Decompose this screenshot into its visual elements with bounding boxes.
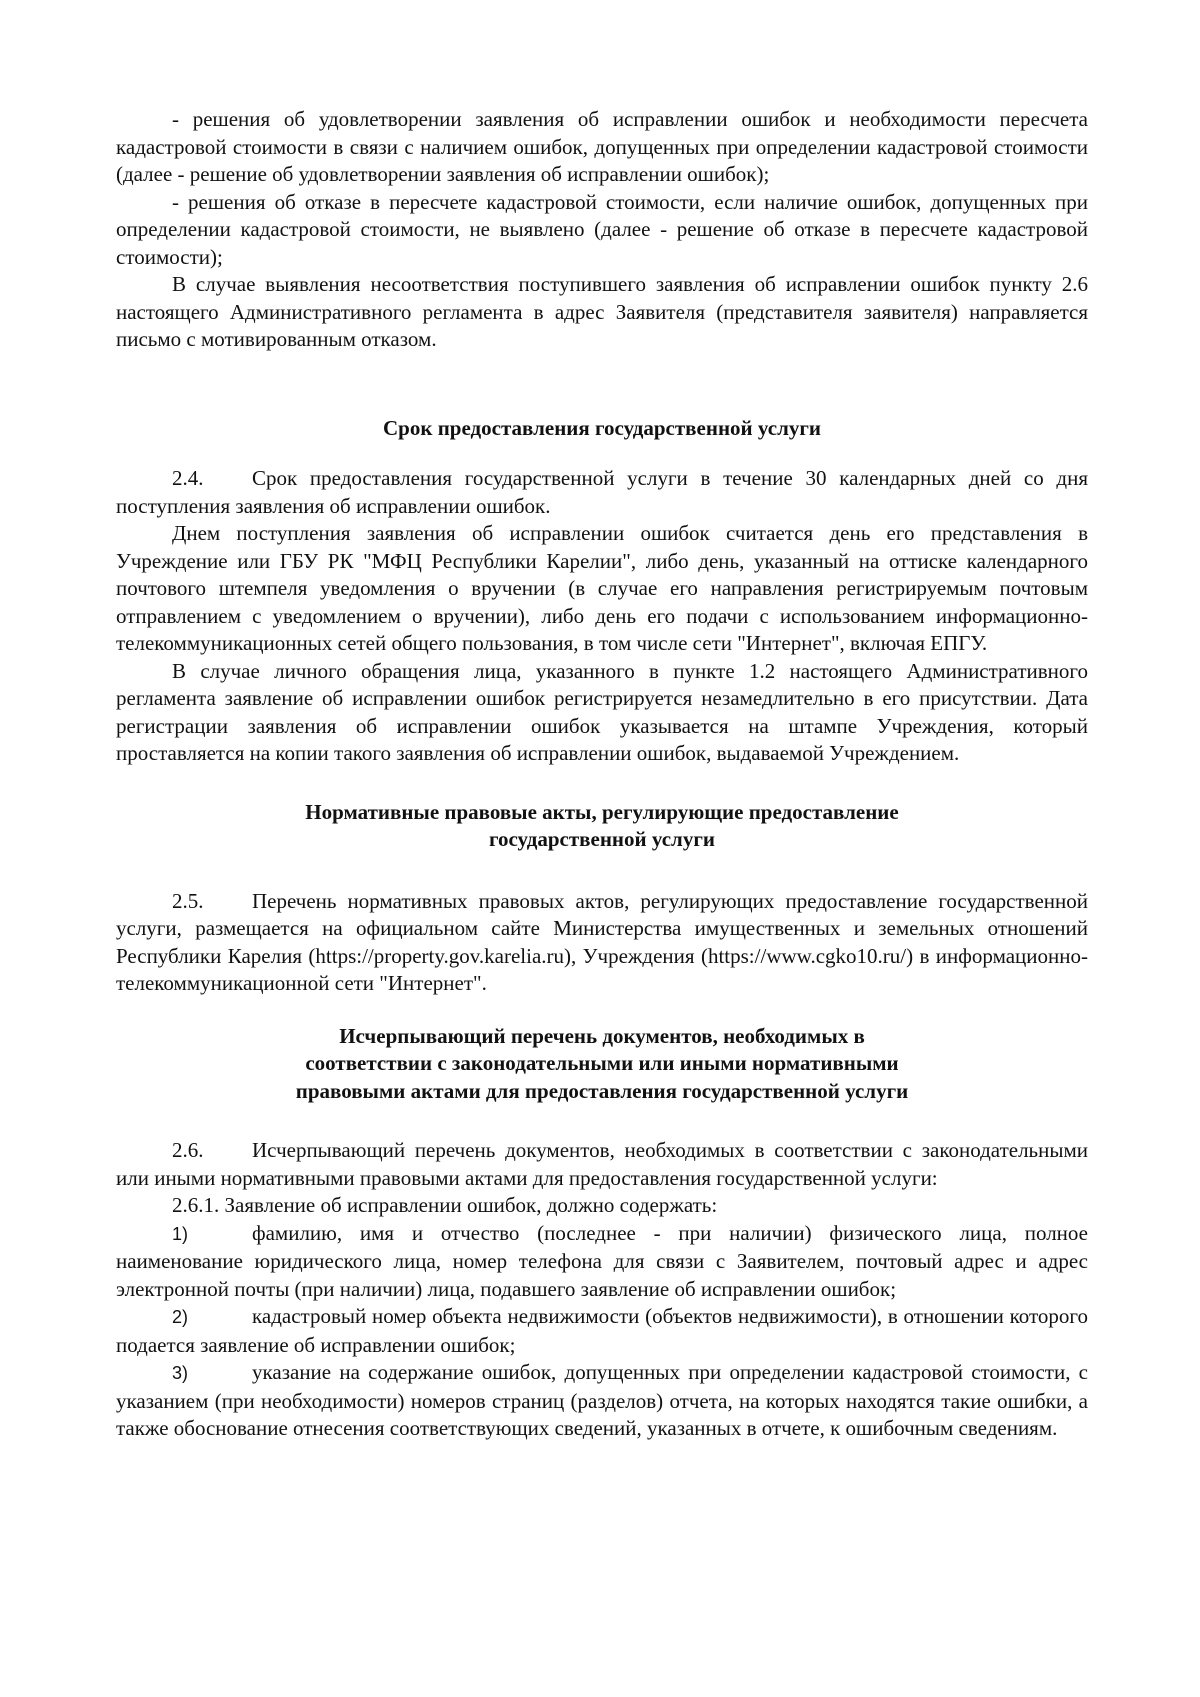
heading-line: соответствии с законодательными или иными нормативными <box>305 1051 899 1075</box>
paragraph-decision-satisfy: - решения об удовлетворении заявления об исправлении ошибок и необходимости пересчета кадастровой стоимости в связи с наличием ошибок, допущенных при определении кадастровой стоимости (далее - решение об удовлетворении заявления об исправлении ошибок); <box>116 107 1088 186</box>
list-item-text: фамилию, имя и отчество (последнее - при наличии) физического лица, полное наименование юридического лица, номер телефона для связи с Заявителем, почтовый адрес и адрес электронной почты (при наличии) лица, подавшего заявление об исправлении ошибок; <box>116 1220 1088 1301</box>
heading-documents-list <box>116 1023 1088 1106</box>
clause-number: 2.6. <box>172 1138 204 1162</box>
paragraph-text: Срок предоставления государственной услуги в течение 30 календарных дней со дня поступления заявления об исправлении ошибок. <box>116 466 1088 518</box>
heading-line: Исчерпывающий перечень документов, необходимых в <box>339 1023 865 1048</box>
heading-line: Нормативные правовые акты, регулирующие предоставление <box>305 799 899 824</box>
paragraph-decision-refuse: - решения об отказе в пересчете кадастровой стоимости, если наличие ошибок, допущенных при определении кадастровой стоимости, не выявлено (далее - решение об отказе в пересчете кадастровой стоимости); <box>116 189 1088 269</box>
heading-line: государственной услуги <box>489 827 715 851</box>
list-item <box>116 1359 1088 1443</box>
paragraph-text: Исчерпывающий перечень документов, необходимых в соответствии с законодательными или иными нормативными правовыми актами для предоставления государственной услуги: <box>116 1138 1088 1190</box>
list-item-number: 2) <box>172 1307 189 1327</box>
paragraph-2-4 <box>116 465 1088 520</box>
heading-service-term: Срок предоставления государственной услуги <box>383 415 821 440</box>
list-item <box>116 1303 1088 1359</box>
list-item-text: кадастровый номер объекта недвижимости (объектов недвижимости), в отношении которого подается заявление об исправлении ошибок; <box>116 1304 1088 1357</box>
paragraph-personal-appeal: В случае личного обращения лица, указанного в пункте 1.2 настоящего Административного регламента заявление об исправлении ошибок регистрируется незамедлительно в его присутствии. Дата регистрации заявления об исправлении ошибок указывается на штампе Учреждения, который проставляется на копии такого заявления об исправлении ошибок, выдаваемой Учреждением. <box>116 658 1088 765</box>
paragraph-nonconformity: В случае выявления несоответствия поступившего заявления об исправлении ошибок пункту 2.6 настоящего Административного регламента в адрес Заявителя (представителя заявителя) направляется письмо с мотивированным отказом. <box>116 272 1088 351</box>
clause-number: 2.5. <box>172 888 204 913</box>
list-item-number: 3) <box>172 1363 189 1383</box>
paragraph-receipt-day: Днем поступления заявления об исправлении ошибок считается день его представления в Учреждение или ГБУ РК "МФЦ Республики Карелии", либо день, указанный на оттиске календарного почтового штемпеля уведомления о вручении (в случае его направления регистрируемым почтовым отправлением с уведомлением о вручении), либо день его подачи с использованием информационно-телекоммуникационных сетей общего пользования, в том числе сети "Интернет", включая ЕПГУ. <box>116 521 1088 655</box>
clause-number: 2.4. <box>172 466 204 490</box>
heading-legal-acts <box>116 799 1088 854</box>
paragraph-2-6 <box>116 1137 1088 1192</box>
paragraph-text: Перечень нормативных правовых актов, регулирующих предоставление государственной услуги, размещается на официальном сайте Министерства имущественных и земельных отношений Республики Карелия (https://property.gov.karelia.ru), Учреждения (https://www.cgko10.ru/) в информационно-телекоммуникационной сети "Интернет". <box>116 888 1088 995</box>
list-item-text: указание на содержание ошибок, допущенных при определении кадастровой стоимости, с указанием (при необходимости) номеров страниц (разделов) отчета, на которых находятся такие ошибки, а также обоснование отнесения соответствующих сведений, указанных в отчете, к ошибочным сведениям. <box>116 1360 1088 1440</box>
paragraph-2-6-1: 2.6.1. Заявление об исправлении ошибок, должно содержать: <box>172 1193 718 1217</box>
document-body <box>116 106 1088 1443</box>
list-item <box>116 1220 1088 1304</box>
paragraph-2-5 <box>116 888 1088 998</box>
heading-line: правовыми актами для предоставления государственной услуги <box>295 1078 909 1103</box>
list-item-number: 1) <box>172 1223 189 1244</box>
